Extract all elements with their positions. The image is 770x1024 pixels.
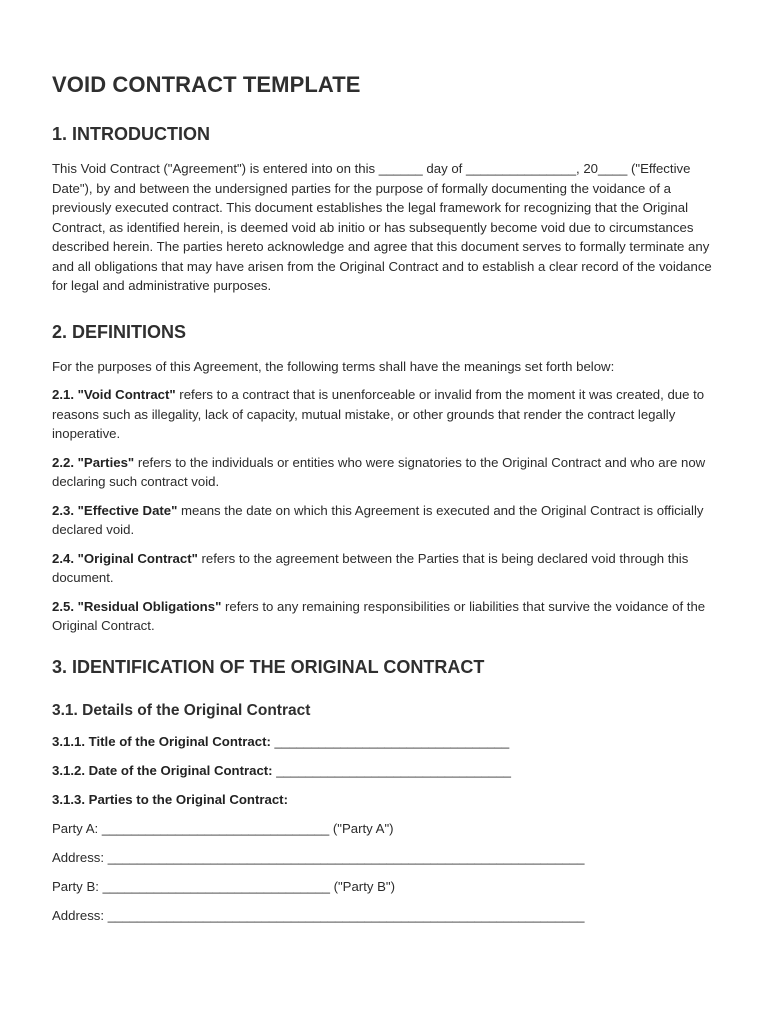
introduction-body: This Void Contract ("Agreement") is entered into on this ______ day of _______________, 20____ ("Effective Date"), by and between the undersigned parties for the purpose of formally documenting the voidance of a previously executed contract. This document establishes the legal framework for recognizing that the Original Contract, as identified herein, is deemed void ab initio or has subsequently become void due to circumstances described herein. The parties hereto acknowledge and agree that this document serves to formally terminate any and all obligations that may have arisen from the Original Contract and to establish a clear record of the voidance for legal and administrative purposes. [52,161,712,293]
definition-residual-obligations [52,597,722,636]
title-field[interactable] [52,732,722,752]
parties-label-row [52,790,722,810]
definition-text: refers to a contract that is unenforceable or invalid from the moment it was created, due to reasons such as illegality, lack of capacity, mutual mistake, or other grounds that render the contract legally inoperative. [52,387,705,441]
section-introduction [52,124,722,296]
definition-term: 2.2. "Parties" [52,454,135,470]
introduction-heading: 1. INTRODUCTION [52,124,211,144]
definition-original-contract [52,549,722,588]
title-label: 3.1.1. Title of the Original Contract: [52,733,271,749]
date-label: 3.1.2. Date of the Original Contract: [52,762,273,778]
section-definitions [52,322,722,636]
document-title: VOID CONTRACT TEMPLATE [52,72,361,97]
definition-term: 2.4. "Original Contract" [52,550,198,566]
date-field[interactable] [52,761,722,781]
definition-text: refers to the agreement between the Parties that is being declared void through this document. [52,550,689,585]
definition-text: means the date on which this Agreement is executed and the Original Contract is officially declared void. [52,502,704,537]
definitions-heading: 2. DEFINITIONS [52,321,187,342]
details-subheading: 3.1. Details of the Original Contract [52,701,311,719]
party-a-field[interactable]: Party A: _______________________________ ("Party A") [52,820,394,836]
identification-heading: 3. IDENTIFICATION OF THE ORIGINAL CONTRACT [52,656,485,677]
definition-text: refers to any remaining responsibilities or liabilities that survive the voidance of the Original Contract. [52,598,706,633]
section-identification [52,657,722,926]
definition-text: refers to the individuals or entities who were signatories to the Original Contract and who are now declaring such contract void. [52,454,706,489]
definition-term: 2.1. "Void Contract" [52,387,176,402]
definition-term: 2.3. "Effective Date" [52,502,178,518]
definition-term: 2.5. "Residual Obligations" [52,598,222,614]
date-blank[interactable]: ________________________________ [272,762,511,778]
parties-label: 3.1.3. Parties to the Original Contract: [52,791,288,807]
definitions-lead: For the purposes of this Agreement, the following terms shall have the meanings set forth below: [52,358,615,374]
party-b-address-field[interactable]: Address: _________________________________________________________________ [52,907,585,923]
party-a-address-field[interactable]: Address: _________________________________________________________________ [52,849,585,865]
definition-void-contract [52,385,722,444]
title-blank[interactable]: ________________________________ [270,733,510,749]
definition-effective-date [52,501,722,540]
party-b-field[interactable]: Party B: _______________________________ ("Party B") [52,878,395,894]
definition-parties [52,453,722,492]
